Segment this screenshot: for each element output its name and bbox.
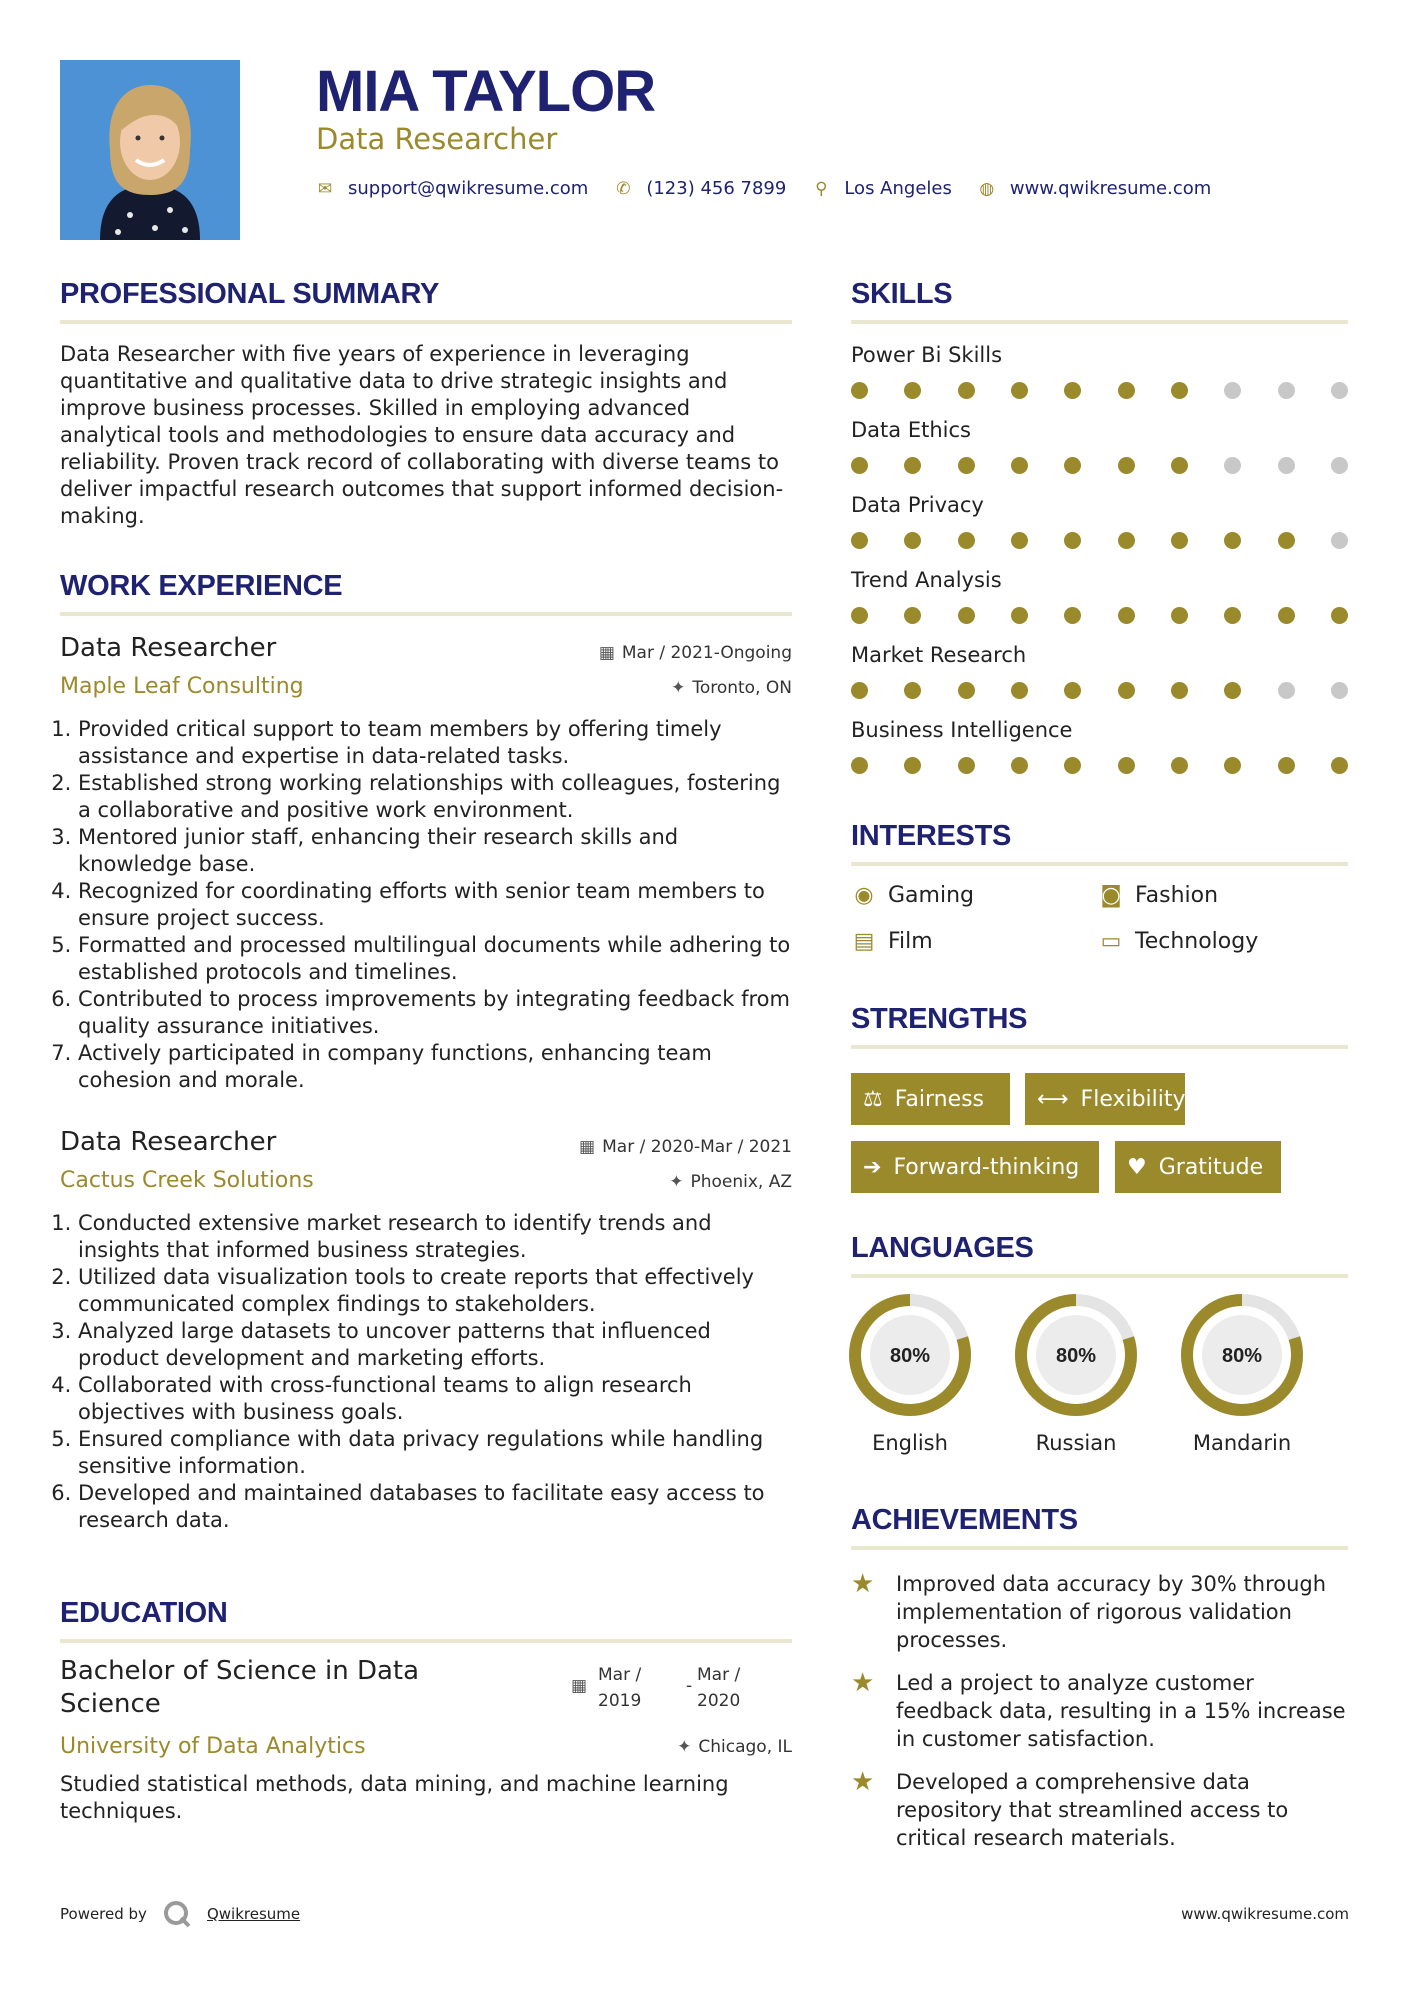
skill-dot-empty [1331,382,1348,399]
education-location: ✦ Chicago, IL [677,1737,792,1757]
job-dates: ▦ Mar / 2020-Mar / 2021 [579,1137,792,1157]
job-location: ✦ Phoenix, AZ [669,1172,792,1192]
list-item: 4. Recognized for coordinating efforts with senior team members to ensure project success. [78,878,792,932]
qwikresume-logo-icon [161,1898,193,1930]
job-location: ✦ Toronto, ON [671,678,792,698]
calendar-icon: ▦ [598,643,615,663]
footer-powered-by [60,1898,300,1930]
interests-heading: INTERESTS [851,820,1012,852]
skill-label: Market Research [851,643,1027,667]
footer-website[interactable]: www.qwikresume.com [1181,1905,1349,1923]
skill-dot-filled [851,607,868,624]
interest-item: ▤ Film [851,929,933,954]
skill-dot-filled [958,682,975,699]
strengths-divider [851,1045,1348,1049]
strength-chip: ➔ Forward-thinking [851,1141,1099,1193]
skills-heading: SKILLS [851,278,953,310]
candidate-name: MIA TAYLOR [316,59,656,124]
skill-dot-filled [1224,607,1241,624]
contact-phone[interactable]: (123) 456 7899 [646,178,787,199]
strength-chip: ⟷ Flexibility [1025,1073,1185,1125]
education-divider [60,1639,792,1643]
pushpin-icon: ✦ [669,1172,684,1192]
skill-dot-filled [904,457,921,474]
list-item: 7. Actively participated in company functions, enhancing team cohesion and morale. [78,1040,792,1094]
star-icon: ★ [851,1569,875,1599]
languages-divider [851,1274,1348,1278]
skill-dot-filled [1064,682,1081,699]
calendar-icon: ▦ [571,1676,588,1696]
skill-dot-filled [1064,382,1081,399]
contact-website[interactable]: www.qwikresume.com [1009,178,1212,199]
list-item: 6. Contributed to process improvements by integrating feedback from quality assurance initiatives. [78,986,792,1040]
envelope-icon: ✉ [317,178,333,199]
language-item [1014,1293,1138,1455]
skill-dot-filled [1011,757,1028,774]
skill-dot-filled [1118,532,1135,549]
interests-divider [851,862,1348,866]
film-icon: ▤ [853,929,875,954]
skill-dot-filled [1118,682,1135,699]
globe-icon: ◍ [979,178,995,199]
skill-dot-filled [1118,607,1135,624]
skill-label: Power Bi Skills [851,343,1003,367]
skill-dot-filled [1011,682,1028,699]
shopping-bag-icon: ◙ [1100,883,1122,908]
candidate-role: Data Researcher [316,122,558,156]
language-name: English [872,1431,948,1455]
education-heading: EDUCATION [60,1597,228,1629]
skill-dot-filled [1171,682,1188,699]
balance-scale-icon: ⚖ [863,1086,883,1112]
skill-rating [851,382,1348,399]
education-school: University of Data Analytics [60,1734,366,1759]
language-progress-ring [848,1293,972,1417]
star-icon: ★ [851,1767,875,1797]
achievements-divider [851,1546,1348,1550]
language-progress-ring [1180,1293,1304,1417]
education-degree: Bachelor of Science in Data Science [60,1656,420,1719]
skill-dot-filled [958,607,975,624]
skill-rating [851,607,1348,624]
skill-dot-empty [1224,457,1241,474]
job-responsibilities [60,1210,792,1534]
contact-email[interactable]: support@qwikresume.com [348,178,589,199]
skill-dot-filled [1171,382,1188,399]
powered-by-label: Powered by [60,1905,147,1923]
skill-label: Business Intelligence [851,718,1073,742]
arrows-horizontal-icon: ⟷ [1037,1086,1069,1112]
skill-dot-filled [1171,457,1188,474]
interest-item: ◙ Fashion [1098,883,1218,908]
skill-dot-filled [1331,757,1348,774]
skill-dot-filled [904,757,921,774]
language-percent: 80% [889,1345,931,1367]
star-icon: ★ [851,1668,875,1698]
summary-heading: PROFESSIONAL SUMMARY [60,278,440,310]
languages-heading: LANGUAGES [851,1232,1034,1264]
achievement-item: ★ Led a project to analyze customer feedback data, resulting in a 15% increase in customer satisfaction. [851,1668,1346,1751]
strengths-heading: STRENGTHS [851,1003,1028,1035]
skill-dot-filled [1118,757,1135,774]
strength-chip: ♥ Gratitude [1115,1141,1281,1193]
language-item [848,1293,972,1455]
job-company: Cactus Creek Solutions [60,1168,314,1193]
achievement-item: ★ Developed a comprehensive data repository that streamlined access to critical research materials. [851,1767,1289,1850]
skill-dot-empty [1331,457,1348,474]
profile-photo [60,60,240,240]
contact-location: Los Angeles [844,178,952,199]
contact-bar [316,178,1237,199]
skill-rating [851,682,1348,699]
list-item: 1. Provided critical support to team members by offering timely assistance and expertise in data-related tasks. [78,716,792,770]
skill-dot-filled [904,382,921,399]
language-name: Mandarin [1192,1431,1292,1455]
skill-dot-empty [1278,682,1295,699]
skill-dot-filled [851,457,868,474]
skill-dot-filled [958,757,975,774]
job-company: Maple Leaf Consulting [60,674,304,699]
skill-dot-empty [1278,457,1295,474]
education-start-date: Mar / 2019 [598,1665,642,1711]
job-dates: ▦ Mar / 2021-Ongoing [598,643,792,663]
list-item: 2. Established strong working relationships with colleagues, fostering a collaborative and positive work environment. [78,770,792,824]
achievement-item: ★ Improved data accuracy by 30% through implementation of rigorous validation processes. [851,1569,1327,1652]
job-title: Data Researcher [60,633,277,663]
list-item: 3. Analyzed large datasets to uncover patterns that influenced product development and marketing efforts. [78,1318,792,1372]
skill-dot-filled [1278,532,1295,549]
skill-label: Data Privacy [851,493,984,517]
skill-dot-filled [1278,607,1295,624]
skills-divider [851,320,1348,324]
skill-dot-filled [1224,682,1241,699]
skill-dot-empty [1278,382,1295,399]
skill-label: Data Ethics [851,418,971,442]
language-progress-ring [1014,1293,1138,1417]
skill-dot-filled [904,682,921,699]
skill-label: Trend Analysis [851,568,1002,592]
gamepad-icon: ◉ [854,883,874,908]
skill-dot-filled [1224,757,1241,774]
skill-dot-filled [1064,757,1081,774]
skill-dot-filled [904,532,921,549]
experience-heading: WORK EXPERIENCE [60,570,343,602]
phone-icon: ✆ [616,178,631,199]
heart-icon: ♥ [1127,1154,1147,1180]
footer-brand-link[interactable]: Qwikresume [206,1905,301,1923]
skill-dot-filled [851,532,868,549]
skill-dot-empty [1224,382,1241,399]
list-item: 2. Utilized data visualization tools to create reports that effectively communicated complex findings to stakeholders. [78,1264,792,1318]
skill-dot-filled [1171,607,1188,624]
strength-chip: ⚖ Fairness [851,1073,1010,1125]
experience-divider [60,612,792,616]
education-description: Studied statistical methods, data mining, and machine learning techniques. [60,1772,729,1823]
language-name: Russian [1035,1431,1117,1455]
calendar-icon: ▦ [579,1137,596,1157]
list-item: 5. Ensured compliance with data privacy regulations while handling sensitive information. [78,1426,792,1480]
skill-dot-filled [851,682,868,699]
job-responsibilities [60,716,792,1094]
list-item: 3. Mentored junior staff, enhancing their research skills and knowledge base. [78,824,792,878]
skill-dot-empty [1331,532,1348,549]
arrow-right-icon: ➔ [863,1154,882,1180]
map-pin-icon: ⚲ [815,178,828,199]
education-end-date: Mar / 2020 [697,1665,741,1711]
list-item: 5. Formatted and processed multilingual documents while adhering to established protocols and timelines. [78,932,792,986]
skill-dot-filled [1011,457,1028,474]
skill-dot-filled [1118,457,1135,474]
skill-dot-filled [851,757,868,774]
skill-dot-filled [1171,532,1188,549]
skill-dot-filled [1064,607,1081,624]
skill-dot-filled [1011,532,1028,549]
education-date-separator: - [686,1676,693,1696]
skill-rating [851,757,1348,774]
list-item: 6. Developed and maintained databases to facilitate easy access to research data. [78,1480,792,1534]
interest-item: ▭ Technology [1098,929,1258,954]
skill-dot-filled [958,382,975,399]
skill-dot-filled [904,607,921,624]
skill-dot-filled [1118,382,1135,399]
language-percent: 80% [1055,1345,1097,1367]
skill-dot-filled [958,457,975,474]
skill-dot-filled [851,382,868,399]
achievements-heading: ACHIEVEMENTS [851,1504,1078,1536]
pushpin-icon: ✦ [677,1737,692,1757]
interest-item: ◉ Gaming [851,883,974,908]
list-item: 1. Conducted extensive market research to identify trends and insights that informed business strategies. [78,1210,792,1264]
language-percent: 80% [1221,1345,1263,1367]
pushpin-icon: ✦ [671,678,686,698]
skill-dot-empty [1331,682,1348,699]
skill-dot-filled [1278,757,1295,774]
skill-dot-filled [1224,532,1241,549]
skill-dot-filled [1331,607,1348,624]
skill-rating [851,532,1348,549]
skill-dot-filled [1011,607,1028,624]
summary-text: Data Researcher with five years of experience in leveraging quantitative and qualitative data to drive strategic insights and improve business processes. Skilled in employing advanced analytical tools and methodologies to ensure data accuracy and reliability. Proven track record of collaborating with diverse teams to deliver impactful research outcomes that support informed decision-making. [60,342,784,528]
skill-dot-filled [1064,457,1081,474]
skill-rating [851,457,1348,474]
skill-dot-filled [1171,757,1188,774]
list-item: 4. Collaborated with cross-functional teams to align research objectives with business goals. [78,1372,792,1426]
laptop-icon: ▭ [1100,929,1122,954]
skill-dot-filled [1064,532,1081,549]
summary-divider [60,320,792,324]
skill-dot-filled [1011,382,1028,399]
language-item [1180,1293,1304,1455]
skill-dot-filled [958,532,975,549]
job-title: Data Researcher [60,1127,277,1157]
